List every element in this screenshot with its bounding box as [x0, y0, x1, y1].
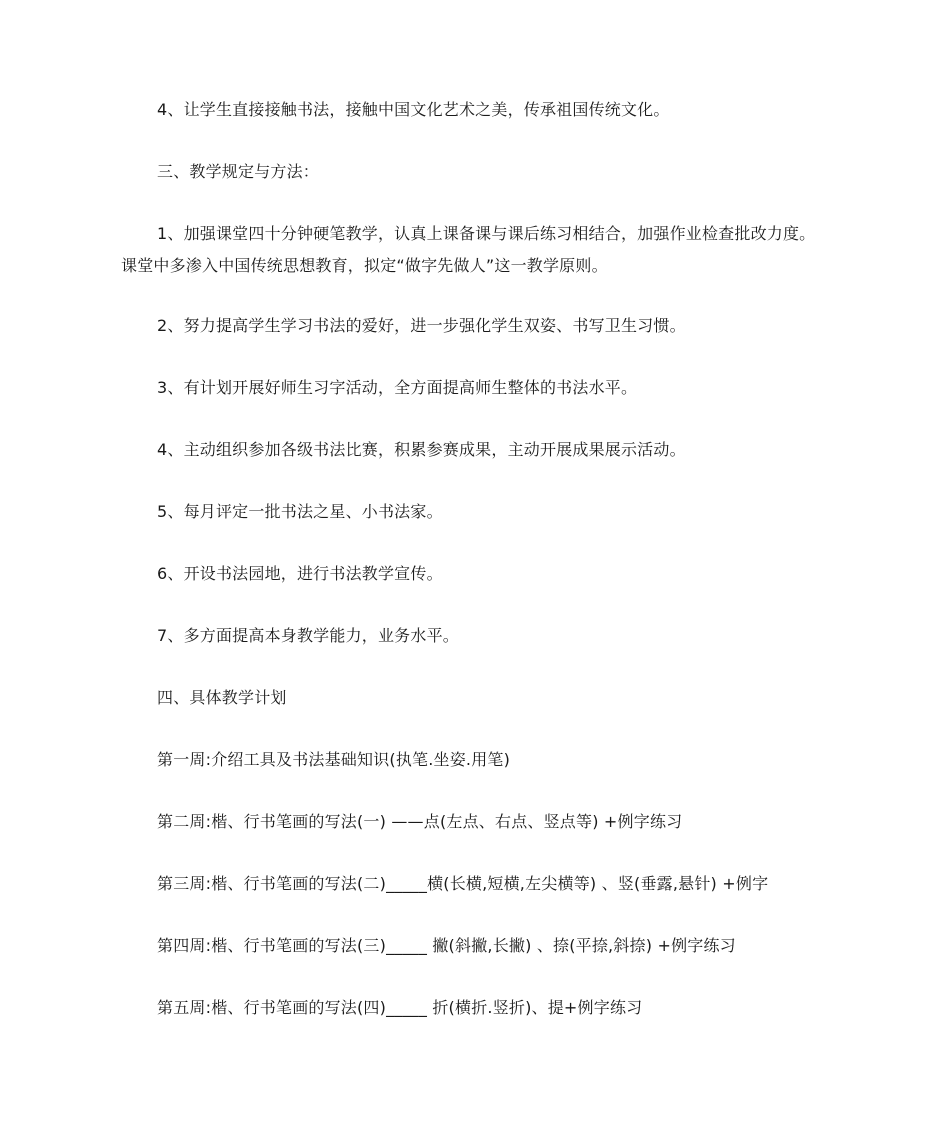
section-heading-teaching-plan: 四、具体教学计划: [157, 688, 287, 707]
paragraph-method-3: 3、有计划开展好师生习字活动，全方面提高师生整体的书法水平。: [157, 378, 638, 397]
paragraph-method-5: 5、每月评定一批书法之星、小书法家。: [157, 502, 443, 521]
paragraph-method-4: 4、主动组织参加各级书法比赛，积累参赛成果，主动开展成果展示活动。: [157, 440, 686, 459]
plan-week-5: 第五周:楷、行书笔画的写法(四)_____ 折(横折.竖折)、提+例字练习: [157, 998, 643, 1017]
section-heading-teaching-methods: 三、教学规定与方法：: [157, 162, 320, 181]
plan-week-3: 第三周:楷、行书笔画的写法(二)_____横(长横,短横,左尖横等) 、竖(垂露,悬针) +例字: [157, 874, 769, 893]
plan-week-1: 第一周:介绍工具及书法基础知识(执笔.坐姿.用笔): [157, 750, 511, 769]
paragraph-method-2: 2、努力提高学生学习书法的爱好，进一步强化学生双姿、书写卫生习惯。: [157, 316, 686, 335]
plan-week-2: 第二周:楷、行书笔画的写法(一) ——点(左点、右点、竖点等) +例字练习: [157, 812, 683, 831]
paragraph-method-6: 6、开设书法园地，进行书法教学宣传。: [157, 564, 443, 583]
paragraph-goal-4: 4、让学生直接接触书法，接触中国文化艺术之美，传承祖国传统文化。: [157, 100, 670, 119]
paragraph-method-7: 7、多方面提高本身教学能力，业务水平。: [157, 626, 459, 645]
paragraph-method-1: 1、加强课堂四十分钟硬笔教学，认真上课备课与课后练习相结合，加强作业检查批改力度。课堂中多渗入中国传统思想教育，拟定“做字先做人”这一教学原则。: [121, 224, 816, 275]
plan-week-4: 第四周:楷、行书笔画的写法(三)_____ 撇(斜撇,长撇) 、捺(平捺,斜捺) +例字练习: [157, 936, 736, 955]
